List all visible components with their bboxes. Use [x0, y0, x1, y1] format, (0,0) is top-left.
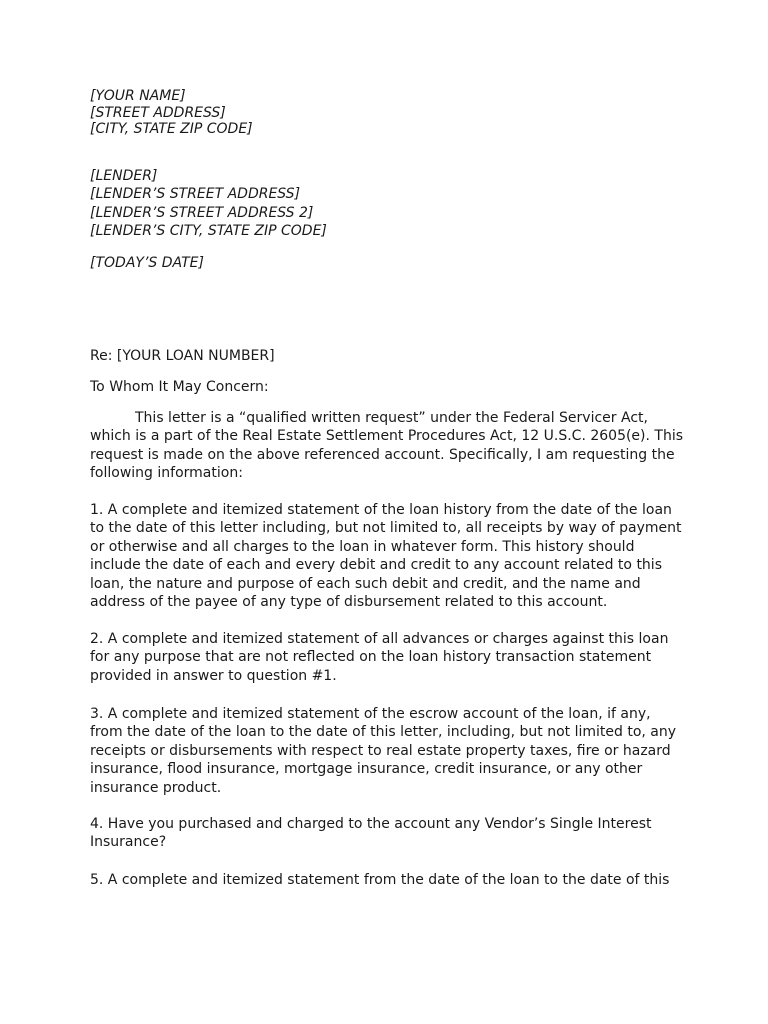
item-line: to the date of this letter including, but not limited to, all receipts by way of payment — [90, 520, 682, 537]
item-line: provided in answer to question #1. — [90, 667, 337, 684]
item-line: address of the payee of any type of disbursement related to this account. — [90, 594, 608, 611]
date-text: [TODAY’S DATE] — [90, 255, 204, 271]
item-line: Insurance? — [90, 834, 167, 851]
sender-name: [YOUR NAME] — [90, 88, 186, 104]
letter-date — [90, 254, 690, 272]
lender-street-2: [LENDER’S STREET ADDRESS 2] — [90, 204, 314, 221]
item-line: insurance product. — [90, 779, 222, 796]
item-line: 2. A complete and itemized statement of all advances or charges against this loan — [90, 631, 669, 647]
item-line: 1. A complete and itemized statement of the loan history from the date of the loan — [90, 502, 672, 518]
salutation-text: To Whom It May Concern: — [90, 379, 269, 395]
item-line: from the date of the loan to the date of this letter, including, but not limited to, any — [90, 724, 677, 741]
lender-address-block — [90, 167, 690, 241]
intro-line: which is a part of the Real Estate Settlement Procedures Act, 12 U.S.C. 2605(e). This — [90, 428, 684, 445]
item-line: or otherwise and all charges to the loan in whatever form. This history should — [90, 538, 635, 555]
item-line: 4. Have you purchased and charged to the account any Vendor’s Single Interest — [90, 816, 652, 832]
subject-line — [90, 347, 690, 365]
item-line: for any purpose that are not reflected on the loan history transaction statement — [90, 649, 652, 666]
item-line: insurance, flood insurance, mortgage insurance, credit insurance, or any other — [90, 761, 643, 778]
intro-line: This letter is a “qualified written request” under the Federal Servicer Act, — [135, 410, 648, 426]
request-item-5 — [90, 871, 690, 889]
item-line: 3. A complete and itemized statement of the escrow account of the loan, if any, — [90, 706, 651, 722]
lender-name: [LENDER] — [90, 168, 158, 184]
item-line: receipts or disbursements with respect to real estate property taxes, fire or hazard — [90, 742, 671, 759]
lender-street: [LENDER’S STREET ADDRESS] — [90, 186, 301, 203]
request-item-1 — [90, 501, 690, 611]
request-item-2 — [90, 630, 690, 685]
request-item-4 — [90, 815, 690, 852]
item-line: include the date of each and every debit and credit to any account related to this — [90, 557, 662, 574]
item-line: loan, the nature and purpose of each such debit and credit, and the name and — [90, 575, 641, 592]
intro-line: following information: — [90, 465, 243, 482]
lender-city: [LENDER’S CITY, STATE ZIP CODE] — [90, 223, 327, 240]
sender-address-block — [90, 88, 690, 138]
intro-line: request is made on the above referenced account. Specifically, I am requesting the — [90, 446, 675, 463]
subject-text: Re: [YOUR LOAN NUMBER] — [90, 348, 275, 364]
item-line: 5. A complete and itemized statement from the date of the loan to the date of this — [90, 872, 670, 888]
salutation — [90, 378, 690, 396]
intro-paragraph — [90, 409, 690, 483]
sender-city: [CITY, STATE ZIP CODE] — [90, 121, 253, 137]
sender-street: [STREET ADDRESS] — [90, 104, 226, 121]
request-item-3 — [90, 705, 690, 797]
